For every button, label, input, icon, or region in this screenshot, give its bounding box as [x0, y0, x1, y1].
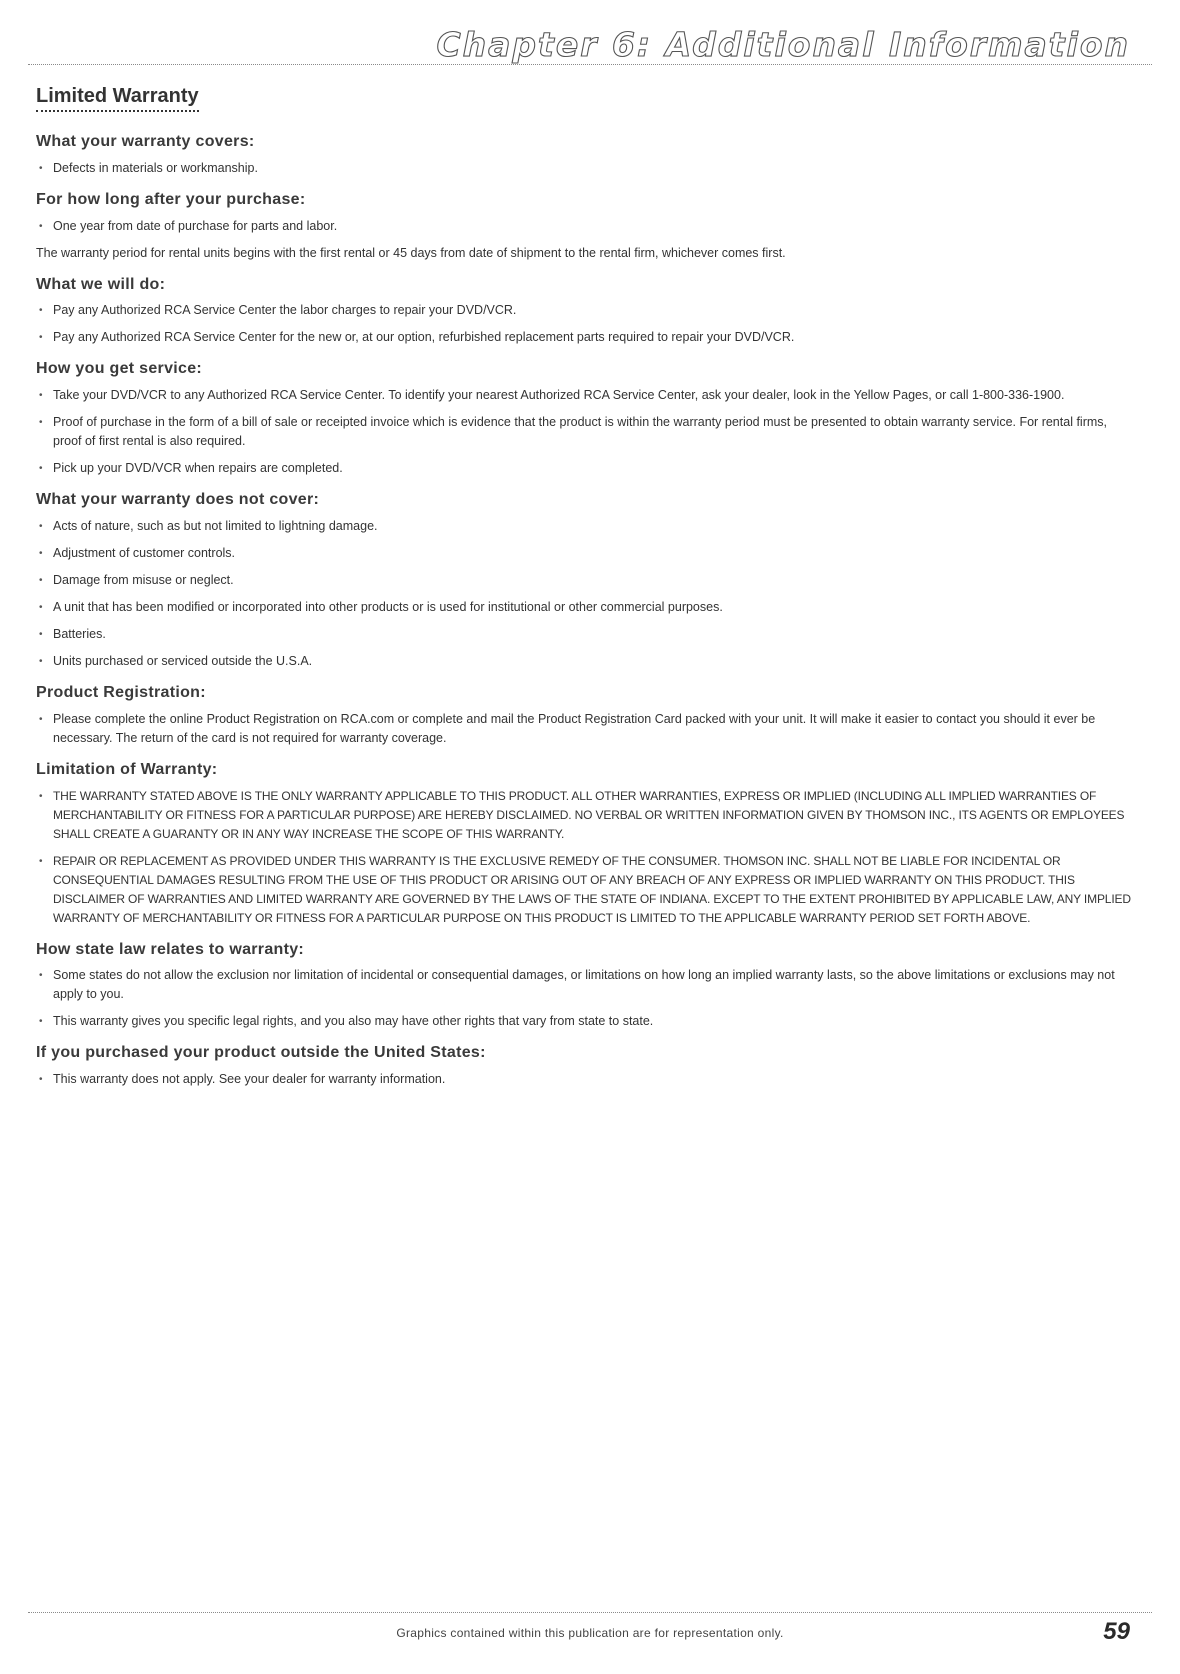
section-heading: How state law relates to warranty: [36, 940, 305, 958]
list-item: • Units purchased or serviced outside the U.S.A. [36, 652, 1136, 671]
section-state-law [36, 940, 1136, 1032]
section-heading: If you purchased your product outside the United States: [36, 1044, 486, 1062]
page-number: 59 [1103, 1618, 1130, 1645]
footer-note: Graphics contained within this publication are for representation only. [396, 1626, 784, 1640]
section-get-service [36, 359, 1136, 478]
list-item: • One year from date of purchase for parts and labor. [36, 217, 1136, 236]
section-limitation [36, 760, 1136, 928]
list-item: • Proof of purchase in the form of a bill of sale or receipted invoice which is evidence that the product is within the warranty period must be presented to obtain warranty service. For rental firms, proof of first rental is also required. [36, 413, 1136, 451]
list-item: • This warranty gives you specific legal rights, and you also may have other rights that vary from state to state. [36, 1012, 1136, 1031]
section-heading: What your warranty does not cover: [36, 491, 320, 509]
section-heading: How you get service: [36, 360, 203, 378]
section-heading: What your warranty covers: [36, 133, 255, 150]
list-item: • Acts of nature, such as but not limited to lightning damage. [36, 517, 1136, 536]
section-heading: Product Registration: [36, 683, 206, 701]
list-item: • Defects in materials or workmanship. [36, 159, 1136, 178]
list-item: • Some states do not allow the exclusion nor limitation of incidental or consequential damages, or limitations on how long an implied warranty lasts, so the above limitations or exclusions may not apply to you. [36, 966, 1136, 1004]
section-paragraph: The warranty period for rental units begins with the first rental or 45 days from date of shipment to the rental firm, whichever comes first. [36, 245, 786, 260]
list-item: • Damage from misuse or neglect. [36, 571, 1136, 590]
section-outside-us [36, 1043, 1136, 1089]
section-warranty-covers [36, 132, 1136, 178]
section-heading: What we will do: [36, 275, 166, 293]
list-item: • Pay any Authorized RCA Service Center for the new or, at our option, refurbished replacement parts required to repair your DVD/VCR. [36, 328, 1136, 347]
list-item: • THE WARRANTY STATED ABOVE IS THE ONLY WARRANTY APPLICABLE TO THIS PRODUCT. ALL OTHER WARRANTIES, EXPRESS OR IMPLIED (INCLUDING ALL IMPLIED WARRANTIES OF MERCHANTABILITY OR FITNESS FOR A PARTICULAR PURPOSE) ARE HEREBY DISCLAIMED. NO VERBAL OR WRITTEN INFORMATION GIVEN BY THOMSON INC., ITS AGENTS OR EMPLOYEES SHALL CREATE A GUARANTY OR IN ANY WAY INCREASE THE SCOPE OF THIS WARRANTY. [36, 787, 1136, 844]
chapter-title: Chapter 6: Additional Information [436, 25, 1130, 64]
list-item: • Please complete the online Product Registration on RCA.com or complete and mail the Product Registration Card packed with your unit. It will make it easier to contact you should it ever be necessary. The return of the card is not required for warranty coverage. [36, 710, 1136, 748]
list-item: • Pay any Authorized RCA Service Center the labor charges to repair your DVD/VCR. [36, 301, 1136, 320]
list-item: • Batteries. [36, 625, 1136, 644]
section-not-covered [36, 490, 1136, 671]
section-product-registration [36, 683, 1136, 748]
list-item: • Pick up your DVD/VCR when repairs are completed. [36, 459, 1136, 478]
list-item: • This warranty does not apply. See your dealer for warranty information. [36, 1070, 1136, 1089]
list-item: • Adjustment of customer controls. [36, 544, 1136, 563]
section-heading: For how long after your purchase: [36, 190, 306, 208]
top-divider [28, 64, 1152, 65]
bottom-divider [28, 1612, 1152, 1613]
section-heading: Limitation of Warranty: [36, 760, 218, 778]
section-warranty-duration [36, 190, 1136, 263]
list-item: • Take your DVD/VCR to any Authorized RCA Service Center. To identify your nearest Authorized RCA Service Center, ask your dealer, look in the Yellow Pages, or call 1-800-336-1900. [36, 386, 1136, 405]
page-content [36, 84, 1136, 1101]
section-what-we-will-do [36, 275, 1136, 348]
page-heading: Limited Warranty [36, 84, 199, 112]
list-item: • A unit that has been modified or incorporated into other products or is used for institutional or other commercial purposes. [36, 598, 1136, 617]
list-item: • REPAIR OR REPLACEMENT AS PROVIDED UNDER THIS WARRANTY IS THE EXCLUSIVE REMEDY OF THE CONSUMER. THOMSON INC. SHALL NOT BE LIABLE FOR INCIDENTAL OR CONSEQUENTIAL DAMAGES RESULTING FROM THE USE OF THIS PRODUCT OR ARISING OUT OF ANY BREACH OF ANY EXPRESS OR IMPLIED WARRANTY ON THIS PRODUCT. THIS DISCLAIMER OF WARRANTIES AND LIMITED WARRANTY ARE GOVERNED BY THE LAWS OF THE STATE OF INDIANA. EXCEPT TO THE EXTENT PROHIBITED BY APPLICABLE LAW, ANY IMPLIED WARRANTY OF MERCHANTABILITY OR FITNESS FOR A PARTICULAR PURPOSE ON THIS PRODUCT IS LIMITED TO THE APPLICABLE WARRANTY PERIOD SET FORTH ABOVE. [36, 852, 1136, 928]
